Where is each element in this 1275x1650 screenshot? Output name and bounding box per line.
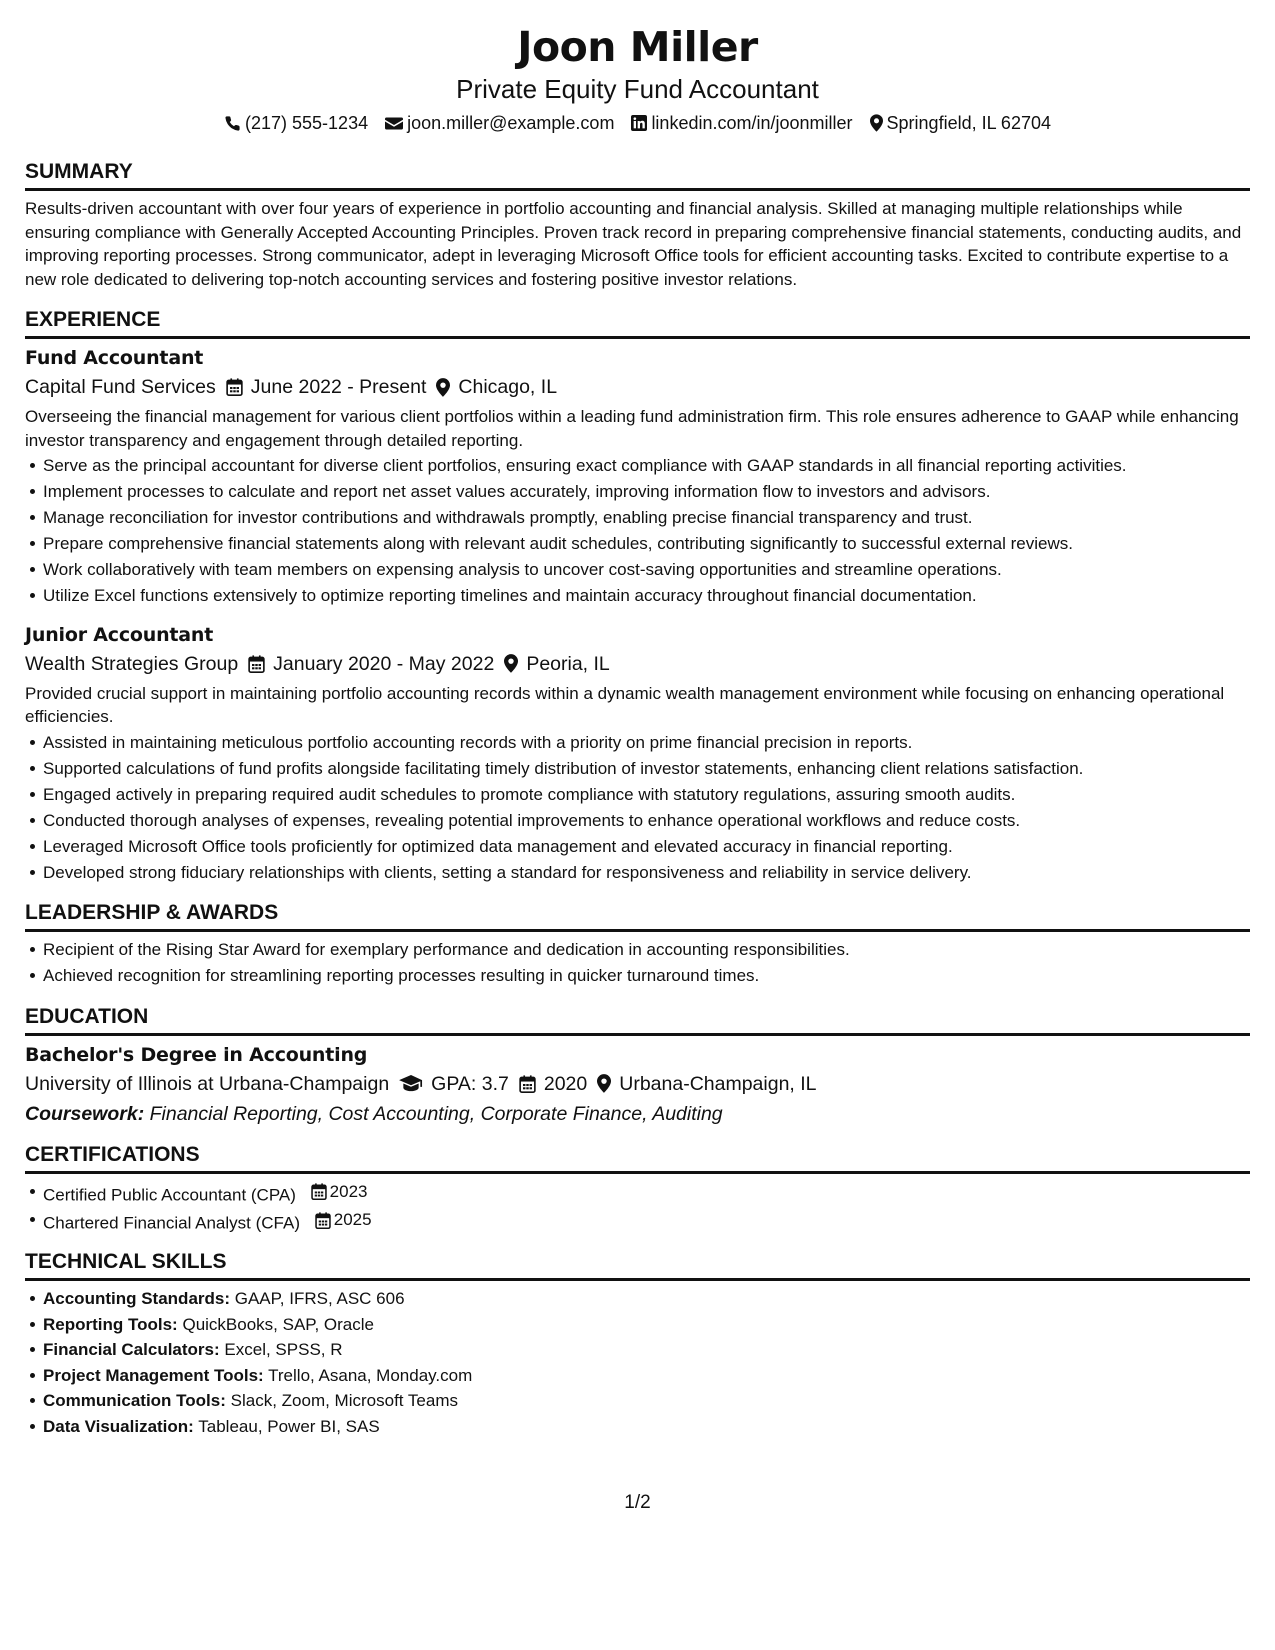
job-title: Junior Accountant [25, 623, 214, 646]
job-company: Capital Fund Services [25, 376, 216, 398]
coursework [25, 1100, 1250, 1128]
list-item [43, 1415, 1250, 1439]
certifications-heading: CERTIFICATIONS [25, 1142, 1250, 1174]
list-item [43, 1287, 1250, 1311]
calendar-icon [315, 1212, 331, 1229]
list-item: Engaged actively in preparing required audit schedules to promote compliance with statutory regulations, assuring smooth audits. [43, 783, 1250, 807]
cert-name: Certified Public Accountant (CPA) [43, 1184, 296, 1204]
job-company: Wealth Strategies Group [25, 652, 239, 675]
cert-year: 2025 [333, 1210, 372, 1230]
job-location: Chicago, IL [458, 376, 558, 398]
coursework-text: Financial Reporting, Cost Accounting, Corporate Finance, Auditing [149, 1102, 723, 1125]
certifications-section [25, 1142, 1250, 1236]
job-bullets [25, 731, 1250, 885]
phone-text: (217) 555-1234 [245, 113, 369, 133]
gpa-text: GPA: 3.7 [431, 1072, 509, 1095]
school-location: Urbana-Champaign, IL [619, 1072, 817, 1095]
skill-label: Reporting Tools: [43, 1314, 178, 1334]
skill-label: Accounting Standards: [43, 1289, 231, 1308]
skill-value: Trello, Asana, Monday.com [268, 1365, 473, 1385]
map-pin-icon [436, 378, 450, 397]
job-title: Fund Accountant [25, 347, 204, 369]
job-meta [25, 372, 1250, 402]
map-pin-icon [504, 654, 518, 673]
list-item: Conducted thorough analyses of expenses, revealing potential improvements to enhance operational workflows and reduce costs. [43, 809, 1250, 833]
school-name: University of Illinois at Urbana-Champaign [25, 1072, 390, 1095]
list-item: Supported calculations of fund profits alongside facilitating timely distribution of investor statements, enhancing client relations satisfaction. [43, 757, 1250, 781]
job-dates: January 2020 - May 2022 [273, 652, 495, 675]
contact-phone[interactable] [224, 111, 368, 135]
summary-text: Results-driven accountant with over four years of experience in portfolio accounting and financial analysis. Skilled at managing multiple relationships while ensuring compliance with Generally Accepted Accounting Principles. Proven track record in preparing comprehensive financial statements, conducting audits, and improving reporting processes. Strong communicator, adept in leveraging Microsoft Office tools for efficient accounting tasks. Excited to contribute expertise to a new role dedicated to delivering top-notch accounting services and fostering positive investor relations. [25, 199, 1242, 289]
list-item: Prepare comprehensive financial statements along with relevant audit schedules, contributing significantly to successful external reviews. [43, 532, 1250, 556]
contact-bar [25, 111, 1250, 135]
phone-icon [224, 115, 241, 132]
cert-year-group [311, 1180, 368, 1204]
education-heading: EDUCATION [25, 1004, 1250, 1036]
linkedin-icon [631, 115, 647, 131]
list-item [43, 1364, 1250, 1388]
linkedin-text: linkedin.com/in/joonmiller [651, 113, 853, 133]
experience-heading: EXPERIENCE [25, 307, 1250, 339]
skill-value: Excel, SPSS, R [224, 1340, 343, 1359]
skill-value: QuickBooks, SAP, Oracle [182, 1314, 374, 1334]
calendar-icon [248, 655, 265, 673]
list-item [43, 1208, 1250, 1235]
list-item: Utilize Excel functions extensively to optimize reporting timelines and maintain accuracy throughout financial documentation. [43, 584, 1250, 608]
coursework-label: Coursework: [25, 1102, 145, 1125]
list-item [43, 1389, 1250, 1413]
job-entry [25, 622, 1250, 885]
skill-value: Slack, Zoom, Microsoft Teams [230, 1391, 458, 1410]
candidate-title: Private Equity Fund Accountant [456, 74, 819, 104]
cert-year-group [315, 1208, 372, 1232]
skill-label: Communication Tools: [43, 1391, 226, 1410]
skills-list [25, 1287, 1250, 1438]
envelope-icon [385, 116, 403, 131]
calendar-icon [311, 1183, 327, 1200]
list-item: Recipient of the Rising Star Award for exemplary performance and dedication in accounting responsibilities. [43, 938, 1250, 962]
degree-title: Bachelor's Degree in Accounting [25, 1043, 368, 1066]
list-item: Serve as the principal accountant for diverse client portfolios, ensuring exact compliance with GAAP standards in all financial reporting activities. [43, 454, 1250, 478]
candidate-name: Joon Miller [517, 23, 758, 71]
skill-value: Tableau, Power BI, SAS [198, 1416, 380, 1436]
job-bullets [25, 454, 1250, 608]
calendar-icon [226, 378, 243, 396]
certifications-list [25, 1180, 1250, 1236]
leadership-heading: LEADERSHIP & AWARDS [25, 900, 1250, 932]
list-item: Leveraged Microsoft Office tools proficiently for optimized data management and elevated accuracy in financial reporting. [43, 835, 1250, 859]
contact-email[interactable] [385, 111, 614, 135]
skills-section [25, 1249, 1250, 1438]
job-location: Peoria, IL [526, 652, 610, 675]
skill-label: Project Management Tools: [43, 1365, 264, 1385]
list-item: Implement processes to calculate and report net asset values accurately, improving information flow to investors and advisors. [43, 480, 1250, 504]
experience-section [25, 307, 1250, 884]
list-item [43, 1180, 1250, 1207]
skill-value: GAAP, IFRS, ASC 606 [234, 1289, 405, 1308]
list-item: Developed strong fiduciary relationships with clients, setting a standard for responsiveness and reliability in service delivery. [43, 861, 1250, 885]
education-section [25, 1004, 1250, 1128]
graduation-year: 2020 [543, 1072, 588, 1095]
skill-label: Financial Calculators: [43, 1340, 220, 1359]
education-meta [25, 1069, 1250, 1099]
leadership-section [25, 900, 1250, 988]
email-text: joon.miller@example.com [407, 113, 615, 133]
list-item [43, 1313, 1250, 1337]
page-number: 1/2 [624, 1492, 651, 1513]
skills-heading: TECHNICAL SKILLS [25, 1249, 1250, 1281]
job-dates: June 2022 - Present [250, 376, 427, 398]
contact-linkedin[interactable] [631, 111, 852, 135]
list-item [43, 1338, 1250, 1362]
cert-name: Chartered Financial Analyst (CFA) [43, 1213, 300, 1233]
summary-section [25, 159, 1250, 291]
list-item: Manage reconciliation for investor contributions and withdrawals promptly, enabling precise financial transparency and trust. [43, 506, 1250, 530]
job-entry [25, 345, 1250, 608]
contact-location [870, 111, 1051, 135]
skill-label: Data Visualization: [43, 1416, 194, 1436]
leadership-list [25, 938, 1250, 988]
map-pin-icon [870, 114, 883, 132]
cert-year: 2023 [329, 1181, 368, 1201]
resume-header [25, 0, 1250, 135]
summary-heading: SUMMARY [25, 159, 1250, 191]
list-item: Assisted in maintaining meticulous portfolio accounting records with a priority on prime financial precision in reports. [43, 731, 1250, 755]
graduation-cap-icon [399, 1075, 423, 1092]
location-text: Springfield, IL 62704 [886, 113, 1051, 133]
job-description: Overseeing the financial management for various client portfolios within a leading fund administration firm. This role ensures adherence to GAAP while enhancing investor transparency and engagement through detailed reporting. [25, 407, 1239, 450]
list-item: Work collaboratively with team members on expensing analysis to uncover cost-saving opportunities and streamline operations. [43, 558, 1250, 582]
list-item: Achieved recognition for streamlining reporting processes resulting in quicker turnaround times. [43, 964, 1250, 988]
job-meta [25, 649, 1250, 679]
map-pin-icon [597, 1074, 611, 1093]
job-description: Provided crucial support in maintaining portfolio accounting records within a dynamic wealth management environment while focusing on enhancing operational efficiencies. [25, 683, 1225, 726]
calendar-icon [519, 1075, 536, 1093]
